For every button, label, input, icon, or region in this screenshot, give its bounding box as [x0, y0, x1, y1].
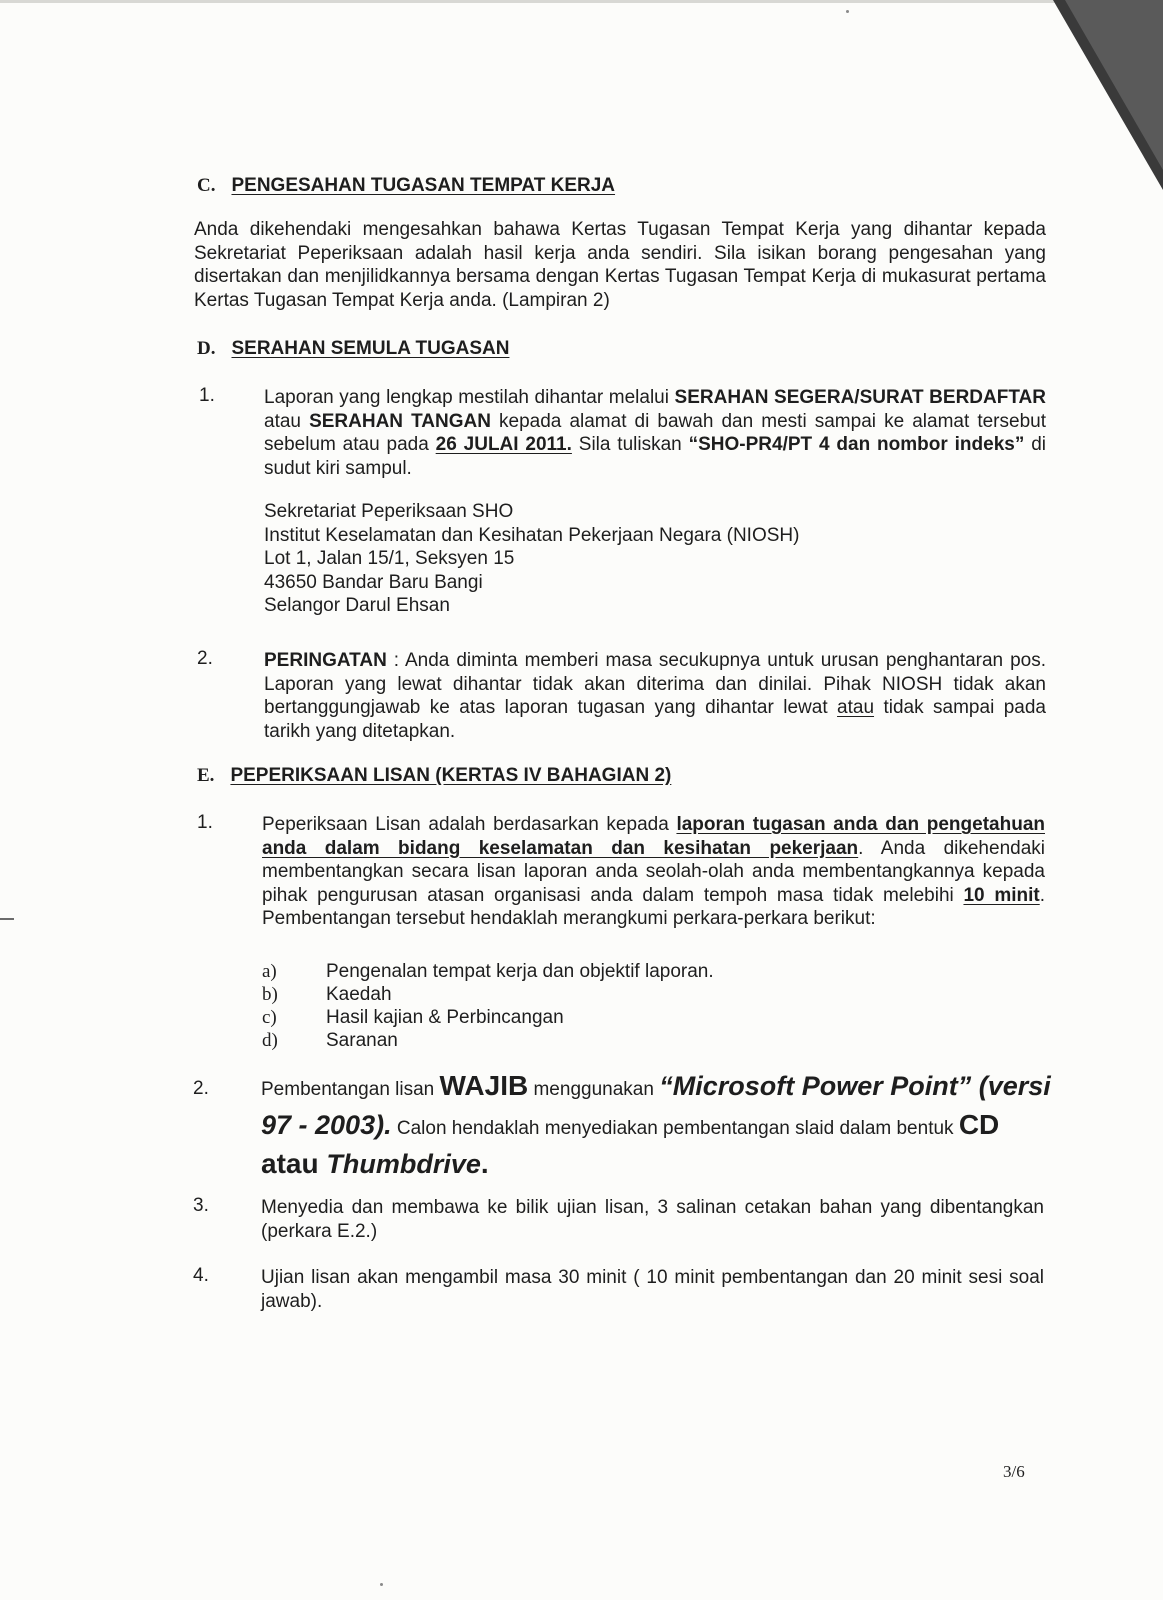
section-e-item-1-text	[262, 813, 1045, 931]
section-d-item-2-number: 2.	[197, 648, 213, 669]
envelope-label-bold: “SHO-PR4/PT 4 dan nombor indeks”	[688, 434, 1025, 455]
text-run: : Anda diminta memberi masa secukupnya untuk urusan penghantaran pos. Laporan yang lewat dihantar tidak akan diterima dan dinilai. Pihak NIOSH tidak akan bertanggungjawab ke atas laporan tugasan yang dihantar lewat	[264, 650, 1046, 718]
address-line: 43650 Bandar Baru Bangi	[264, 571, 483, 593]
section-e-heading	[197, 765, 671, 787]
deadline-date: 26 JULAI 2011.	[435, 434, 572, 455]
section-d-letter: D.	[197, 338, 216, 359]
page-number: 3/6	[1003, 1462, 1025, 1481]
section-e-item-4-text: Ujian lisan akan mengambil masa 30 minit ( 10 minit pembentangan dan 20 minit sesi soal jawab).	[261, 1267, 1044, 1312]
underlined-word: atau	[837, 697, 875, 718]
section-d-item-1-number: 1.	[199, 385, 215, 406]
text-run: Peperiksaan Lisan adalah berdasarkan kepada	[262, 814, 677, 835]
section-d-title: SERAHAN SEMULA TUGASAN	[231, 338, 510, 359]
section-c-heading	[197, 175, 615, 197]
warning-label: PERINGATAN	[264, 650, 387, 671]
media-cd-label: CD atau	[261, 1109, 1000, 1179]
sub-item-letter: b)	[262, 984, 278, 1005]
text-run: menggunakan	[528, 1079, 660, 1100]
sub-item-letter: c)	[262, 1007, 277, 1028]
section-d-item-2-text	[264, 649, 1046, 743]
text-run: Sila tuliskan	[571, 434, 689, 455]
text-run: Pembentangan lisan	[261, 1079, 440, 1100]
address-line: Sekretariat Peperiksaan SHO	[264, 501, 514, 522]
sub-item-letter: d)	[262, 1030, 278, 1051]
address-line: Institut Keselamatan dan Kesihatan Pekerjaan Negara (NIOSH)	[264, 524, 800, 546]
text-run: Laporan yang lengkap mestilah dihantar melalui	[264, 387, 675, 408]
section-c-paragraph: Anda dikehendaki mengesahkan bahawa Kertas Tugasan Tempat Kerja yang dihantar kepada Sekretariat Peperiksaan adalah hasil kerja anda sendiri. Sila isikan borang pengesahan yang disertakan dan menjilidkannya bersama dengan Kertas Tugasan Tempat Kerja di mukasurat pertama Kertas Tugasan Tempat Kerja anda. (Lampiran 2)	[194, 219, 1046, 311]
sub-item-text: Saranan	[326, 1030, 398, 1051]
sub-item-letter: a)	[262, 961, 277, 982]
media-thumbdrive-label: Thumbdrive	[326, 1149, 481, 1179]
software-version: “Microsoft Power Point” (versi 97 - 2003).	[261, 1071, 1051, 1140]
text-run: .	[480, 1148, 489, 1179]
section-e-item-4-number: 4.	[193, 1265, 209, 1286]
underlined-emphasis: laporan tugasan anda dan pengetahuan anda dalam bidang keselamatan dan kesihatan pekerjaan	[262, 814, 1045, 859]
time-limit: 10 minit	[963, 884, 1040, 906]
address-line: Selangor Darul Ehsan	[264, 595, 450, 616]
address-line: Lot 1, Jalan 15/1, Seksyen 15	[264, 548, 515, 569]
delivery-method-bold: SERAHAN SEGERA/SURAT BERDAFTAR	[674, 387, 1046, 408]
text-run: . Anda dikehendaki membentangkan secara lisan laporan anda seolah-olah anda membentangkannya kepada pihak pengurusan atasan organisasi anda dalam tempoh masa tidak melebihi	[262, 837, 1045, 906]
section-e-title: PEPERIKSAAN LISAN (KERTAS IV BAHAGIAN 2)	[230, 765, 672, 786]
section-c-title: PENGESAHAN TUGASAN TEMPAT KERJA	[231, 175, 616, 196]
section-e-item-2-number: 2.	[193, 1078, 209, 1099]
text-run: tidak sampai pada tarikh yang ditetapkan.	[264, 697, 1046, 742]
section-e-item-3-text: Menyedia dan membawa ke bilik ujian lisan, 3 salinan cetakan bahan yang dibentangkan (perkara E.2.)	[261, 1197, 1044, 1242]
text-run: . Pembentangan tersebut hendaklah merangkumi perkara-perkara berikut:	[262, 884, 1045, 929]
section-e-item-1-number: 1.	[197, 812, 213, 833]
mandatory-label: WAJIB	[439, 1070, 529, 1101]
text-run: di sudut kiri sampul.	[264, 434, 1046, 479]
address-block	[264, 500, 799, 618]
section-c-letter: C.	[197, 175, 216, 196]
section-e-item-3-number: 3.	[193, 1195, 209, 1216]
sub-item-text: Hasil kajian & Perbincangan	[326, 1007, 564, 1028]
section-d-heading	[197, 338, 509, 360]
text-run: kepada alamat di bawah dan mesti sampai ke alamat tersebut sebelum atau pada	[264, 410, 1046, 455]
sub-item-text: Kaedah	[326, 984, 392, 1005]
section-d-item-1-text	[264, 386, 1046, 480]
sub-item-text: Pengenalan tempat kerja dan objektif laporan.	[326, 961, 714, 982]
hand-delivery-bold: SERAHAN TANGAN	[309, 410, 491, 432]
section-e-item-2-text	[261, 1068, 1051, 1185]
text-run: Calon hendaklah menyediakan pembentangan slaid dalam bentuk	[391, 1118, 959, 1139]
text-run: atau	[264, 410, 310, 432]
section-e-letter: E.	[197, 765, 215, 786]
